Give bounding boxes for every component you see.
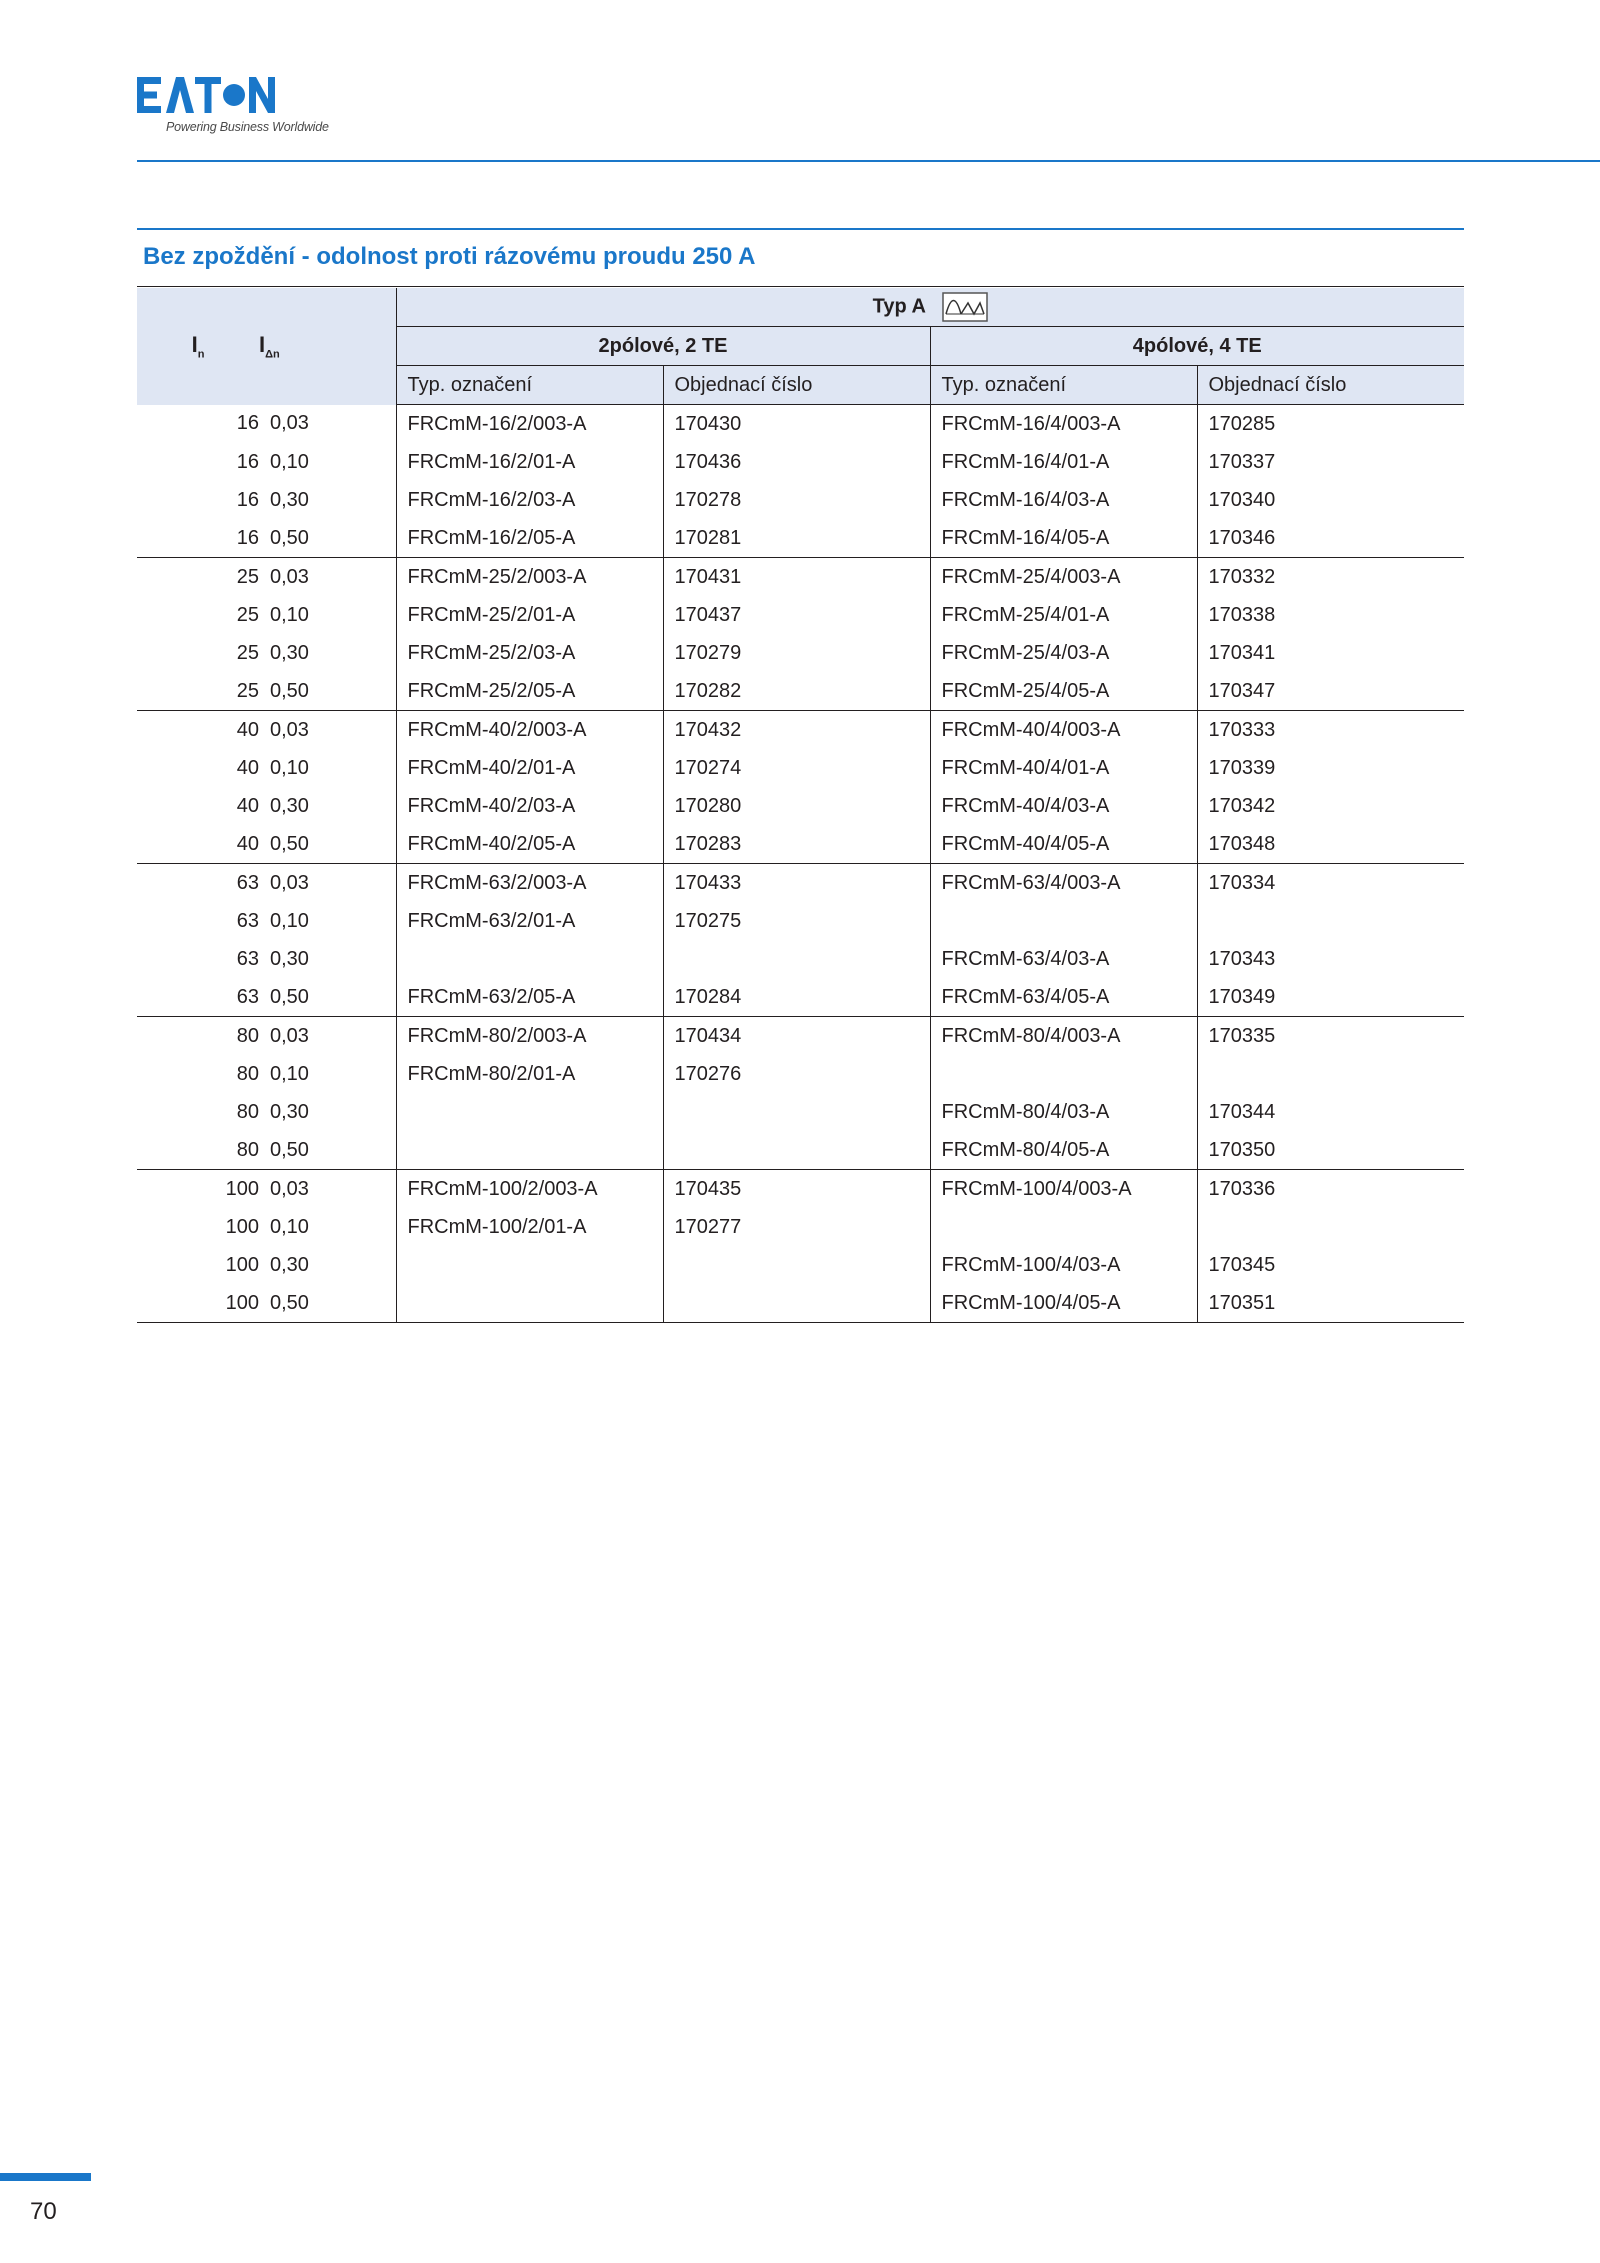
- table-header: [137, 288, 1464, 405]
- cell-order-4pole: 170335: [1197, 1017, 1464, 1056]
- table-row: [137, 481, 1464, 519]
- cell-type-4pole: FRCmM-63/4/003-A: [930, 864, 1197, 903]
- cell-order-4pole: 170350: [1197, 1131, 1464, 1170]
- cell-type-2pole: FRCmM-63/2/05-A: [396, 978, 663, 1017]
- table-row: [137, 711, 1464, 750]
- cell-rated-current: 25: [236, 641, 259, 664]
- cell-type-2pole: FRCmM-16/2/003-A: [396, 405, 663, 444]
- cell-order-4pole: 170332: [1197, 558, 1464, 597]
- cell-order-4pole: 170343: [1197, 940, 1464, 978]
- cell-type-4pole: FRCmM-16/4/03-A: [930, 481, 1197, 519]
- cell-residual-current: 0,03: [270, 718, 309, 741]
- cell-type-4pole: [930, 902, 1197, 940]
- cell-residual-current: 0,30: [270, 1253, 309, 1276]
- cell-type-4pole: FRCmM-16/4/01-A: [930, 443, 1197, 481]
- cell-order-2pole: 170434: [663, 1017, 930, 1056]
- brand-tagline: Powering Business Worldwide: [166, 120, 329, 134]
- cell-rated-current: 16: [137, 519, 259, 558]
- header-4pole: 4pólové, 4 TE: [930, 327, 1464, 366]
- cell-order-4pole: 170340: [1197, 481, 1464, 519]
- cell-type-2pole: [396, 1093, 663, 1131]
- product-table: [137, 288, 1464, 1323]
- cell-type-2pole: FRCmM-40/2/05-A: [396, 825, 663, 864]
- section-title: Bez zpoždění - odolnost proti rázovému proudu 250 A: [143, 243, 756, 270]
- cell-rated-current: 100: [225, 1177, 259, 1200]
- cell-order-2pole: 170281: [663, 519, 930, 558]
- cell-type-4pole: FRCmM-16/4/003-A: [930, 405, 1197, 444]
- cell-type-2pole: FRCmM-25/2/05-A: [396, 672, 663, 711]
- cell-residual-current: 0,50: [259, 825, 396, 864]
- table-row: [137, 787, 1464, 825]
- cell-type-4pole: FRCmM-100/4/003-A: [930, 1170, 1197, 1209]
- table-row: [137, 1131, 1464, 1170]
- cell-order-4pole: 170285: [1197, 405, 1464, 444]
- cell-order-4pole: 170339: [1197, 749, 1464, 787]
- cell-residual-current: 0,03: [270, 1024, 309, 1047]
- cell-type-4pole: FRCmM-100/4/05-A: [930, 1284, 1197, 1323]
- cell-type-4pole: [930, 1055, 1197, 1093]
- cell-type-4pole: FRCmM-25/4/003-A: [930, 558, 1197, 597]
- table-row: [137, 1208, 1464, 1246]
- cell-type-2pole: FRCmM-16/2/01-A: [396, 443, 663, 481]
- cell-rated-current: 40: [236, 756, 259, 779]
- table-row: [137, 1055, 1464, 1093]
- table-top-rule: [137, 286, 1464, 287]
- cell-order-4pole: 170342: [1197, 787, 1464, 825]
- cell-rated-current: 25: [236, 565, 259, 588]
- cell-residual-current: 0,50: [259, 978, 396, 1017]
- cell-residual-current: 0,50: [259, 1131, 396, 1170]
- cell-residual-current: 0,30: [270, 1100, 309, 1123]
- cell-order-4pole: 170347: [1197, 672, 1464, 711]
- header-idn: $I_{\Delta n}$: [259, 288, 396, 405]
- table-row: [137, 940, 1464, 978]
- table-row: [137, 749, 1464, 787]
- cell-type-2pole: [396, 1284, 663, 1323]
- header-2pole: 2pólové, 2 TE: [396, 327, 930, 366]
- cell-order-2pole: [663, 1131, 930, 1170]
- cell-residual-current: 0,50: [259, 519, 396, 558]
- cell-type-2pole: FRCmM-40/2/01-A: [396, 749, 663, 787]
- cell-order-2pole: [663, 940, 930, 978]
- table-row: [137, 864, 1464, 903]
- header-rule: [137, 160, 1600, 162]
- subheader-type-2p: Typ. označení: [396, 366, 663, 405]
- cell-rated-current: 40: [236, 718, 259, 741]
- cell-residual-current: 0,10: [270, 756, 309, 779]
- page-accent-bar: [0, 2173, 91, 2181]
- table-row: [137, 978, 1464, 1017]
- cell-rated-current: 63: [236, 871, 259, 894]
- table-row: [137, 443, 1464, 481]
- cell-type-2pole: FRCmM-63/2/01-A: [396, 902, 663, 940]
- cell-residual-current: 0,30: [270, 794, 309, 817]
- cell-residual-current: 0,03: [270, 1177, 309, 1200]
- cell-order-4pole: 170351: [1197, 1284, 1464, 1323]
- cell-rated-current: 16: [236, 450, 259, 473]
- cell-residual-current: 0,30: [270, 641, 309, 664]
- cell-type-4pole: FRCmM-40/4/03-A: [930, 787, 1197, 825]
- cell-type-4pole: FRCmM-63/4/03-A: [930, 940, 1197, 978]
- table-row: [137, 405, 1464, 444]
- table-row: [137, 1246, 1464, 1284]
- cell-rated-current: 16: [236, 412, 259, 435]
- cell-type-4pole: FRCmM-16/4/05-A: [930, 519, 1197, 558]
- ac-pulsating-wave-icon: [942, 292, 988, 322]
- cell-order-4pole: 170349: [1197, 978, 1464, 1017]
- cell-order-2pole: 170284: [663, 978, 930, 1017]
- cell-type-4pole: FRCmM-40/4/01-A: [930, 749, 1197, 787]
- cell-type-2pole: FRCmM-25/2/03-A: [396, 634, 663, 672]
- cell-type-2pole: FRCmM-16/2/05-A: [396, 519, 663, 558]
- table-row: [137, 634, 1464, 672]
- cell-order-2pole: [663, 1246, 930, 1284]
- cell-order-4pole: 170345: [1197, 1246, 1464, 1284]
- table-row: [137, 825, 1464, 864]
- eaton-logo: [137, 73, 277, 117]
- cell-type-2pole: FRCmM-25/2/003-A: [396, 558, 663, 597]
- cell-type-4pole: FRCmM-100/4/03-A: [930, 1246, 1197, 1284]
- cell-rated-current: 25: [137, 672, 259, 711]
- cell-type-4pole: FRCmM-80/4/03-A: [930, 1093, 1197, 1131]
- table-row: [137, 1284, 1464, 1323]
- table-row: [137, 558, 1464, 597]
- cell-type-4pole: FRCmM-25/4/05-A: [930, 672, 1197, 711]
- cell-type-4pole: FRCmM-63/4/05-A: [930, 978, 1197, 1017]
- cell-residual-current: 0,10: [270, 909, 309, 932]
- cell-type-2pole: FRCmM-25/2/01-A: [396, 596, 663, 634]
- cell-residual-current: 0,30: [270, 947, 309, 970]
- header-in: $I_n$: [137, 288, 259, 405]
- subheader-order-2p: Objednací číslo: [663, 366, 930, 405]
- cell-rated-current: 100: [137, 1284, 259, 1323]
- section-rule: [137, 228, 1464, 230]
- cell-order-2pole: 170283: [663, 825, 930, 864]
- cell-order-2pole: 170437: [663, 596, 930, 634]
- cell-residual-current: 0,50: [259, 1284, 396, 1323]
- cell-order-4pole: 170348: [1197, 825, 1464, 864]
- cell-order-4pole: 170333: [1197, 711, 1464, 750]
- table-row: [137, 519, 1464, 558]
- cell-order-4pole: 170338: [1197, 596, 1464, 634]
- cell-type-2pole: FRCmM-40/2/003-A: [396, 711, 663, 750]
- cell-order-2pole: 170277: [663, 1208, 930, 1246]
- cell-residual-current: 0,30: [270, 488, 309, 511]
- cell-type-4pole: [930, 1208, 1197, 1246]
- cell-order-2pole: 170436: [663, 443, 930, 481]
- cell-rated-current: 100: [225, 1253, 259, 1276]
- cell-order-4pole: [1197, 902, 1464, 940]
- header-type-a: Typ A: [396, 288, 1464, 327]
- subheader-order-4p: Objednací číslo: [1197, 366, 1464, 405]
- cell-order-2pole: 170275: [663, 902, 930, 940]
- cell-type-4pole: FRCmM-40/4/003-A: [930, 711, 1197, 750]
- cell-rated-current: 63: [137, 978, 259, 1017]
- cell-order-2pole: 170435: [663, 1170, 930, 1209]
- table-row: [137, 902, 1464, 940]
- cell-order-2pole: 170274: [663, 749, 930, 787]
- cell-order-2pole: [663, 1093, 930, 1131]
- cell-order-4pole: 170346: [1197, 519, 1464, 558]
- cell-order-2pole: 170430: [663, 405, 930, 444]
- cell-residual-current: 0,10: [270, 1215, 309, 1238]
- cell-order-4pole: 170344: [1197, 1093, 1464, 1131]
- cell-order-4pole: 170336: [1197, 1170, 1464, 1209]
- table-row: [137, 1093, 1464, 1131]
- cell-order-2pole: 170282: [663, 672, 930, 711]
- cell-order-2pole: [663, 1284, 930, 1323]
- cell-rated-current: 80: [137, 1131, 259, 1170]
- cell-type-4pole: FRCmM-80/4/003-A: [930, 1017, 1197, 1056]
- cell-type-2pole: [396, 940, 663, 978]
- cell-type-2pole: [396, 1246, 663, 1284]
- cell-type-2pole: FRCmM-63/2/003-A: [396, 864, 663, 903]
- page-number: 70: [30, 2198, 57, 2225]
- cell-order-2pole: 170433: [663, 864, 930, 903]
- cell-order-2pole: 170278: [663, 481, 930, 519]
- subheader-type-4p: Typ. označení: [930, 366, 1197, 405]
- cell-order-2pole: 170432: [663, 711, 930, 750]
- cell-rated-current: 100: [225, 1215, 259, 1238]
- cell-residual-current: 0,10: [270, 1062, 309, 1085]
- cell-rated-current: 40: [137, 825, 259, 864]
- table-row: [137, 672, 1464, 711]
- cell-residual-current: 0,03: [270, 565, 309, 588]
- cell-rated-current: 25: [236, 603, 259, 626]
- cell-type-2pole: FRCmM-100/2/003-A: [396, 1170, 663, 1209]
- cell-type-2pole: FRCmM-80/2/003-A: [396, 1017, 663, 1056]
- cell-type-4pole: FRCmM-40/4/05-A: [930, 825, 1197, 864]
- cell-order-2pole: 170279: [663, 634, 930, 672]
- table-body: [137, 405, 1464, 1323]
- cell-rated-current: 80: [236, 1100, 259, 1123]
- table-row: [137, 596, 1464, 634]
- cell-type-4pole: FRCmM-25/4/03-A: [930, 634, 1197, 672]
- cell-order-4pole: 170341: [1197, 634, 1464, 672]
- cell-order-4pole: 170334: [1197, 864, 1464, 903]
- cell-order-2pole: 170280: [663, 787, 930, 825]
- table-row: [137, 1017, 1464, 1056]
- cell-rated-current: 40: [236, 794, 259, 817]
- cell-rated-current: 80: [236, 1062, 259, 1085]
- cell-rated-current: 80: [236, 1024, 259, 1047]
- cell-residual-current: 0,10: [270, 450, 309, 473]
- cell-residual-current: 0,10: [270, 603, 309, 626]
- cell-type-2pole: FRCmM-100/2/01-A: [396, 1208, 663, 1246]
- cell-residual-current: 0,03: [270, 871, 309, 894]
- cell-type-2pole: FRCmM-80/2/01-A: [396, 1055, 663, 1093]
- cell-type-2pole: FRCmM-16/2/03-A: [396, 481, 663, 519]
- cell-type-2pole: [396, 1131, 663, 1170]
- cell-order-4pole: [1197, 1208, 1464, 1246]
- cell-order-2pole: 170431: [663, 558, 930, 597]
- cell-residual-current: 0,03: [270, 412, 309, 435]
- cell-rated-current: 16: [236, 488, 259, 511]
- cell-rated-current: 63: [236, 947, 259, 970]
- cell-order-4pole: [1197, 1055, 1464, 1093]
- table-row: [137, 1170, 1464, 1209]
- cell-residual-current: 0,50: [259, 672, 396, 711]
- cell-type-2pole: FRCmM-40/2/03-A: [396, 787, 663, 825]
- cell-order-2pole: 170276: [663, 1055, 930, 1093]
- cell-type-4pole: FRCmM-80/4/05-A: [930, 1131, 1197, 1170]
- cell-rated-current: 63: [236, 909, 259, 932]
- cell-type-4pole: FRCmM-25/4/01-A: [930, 596, 1197, 634]
- cell-order-4pole: 170337: [1197, 443, 1464, 481]
